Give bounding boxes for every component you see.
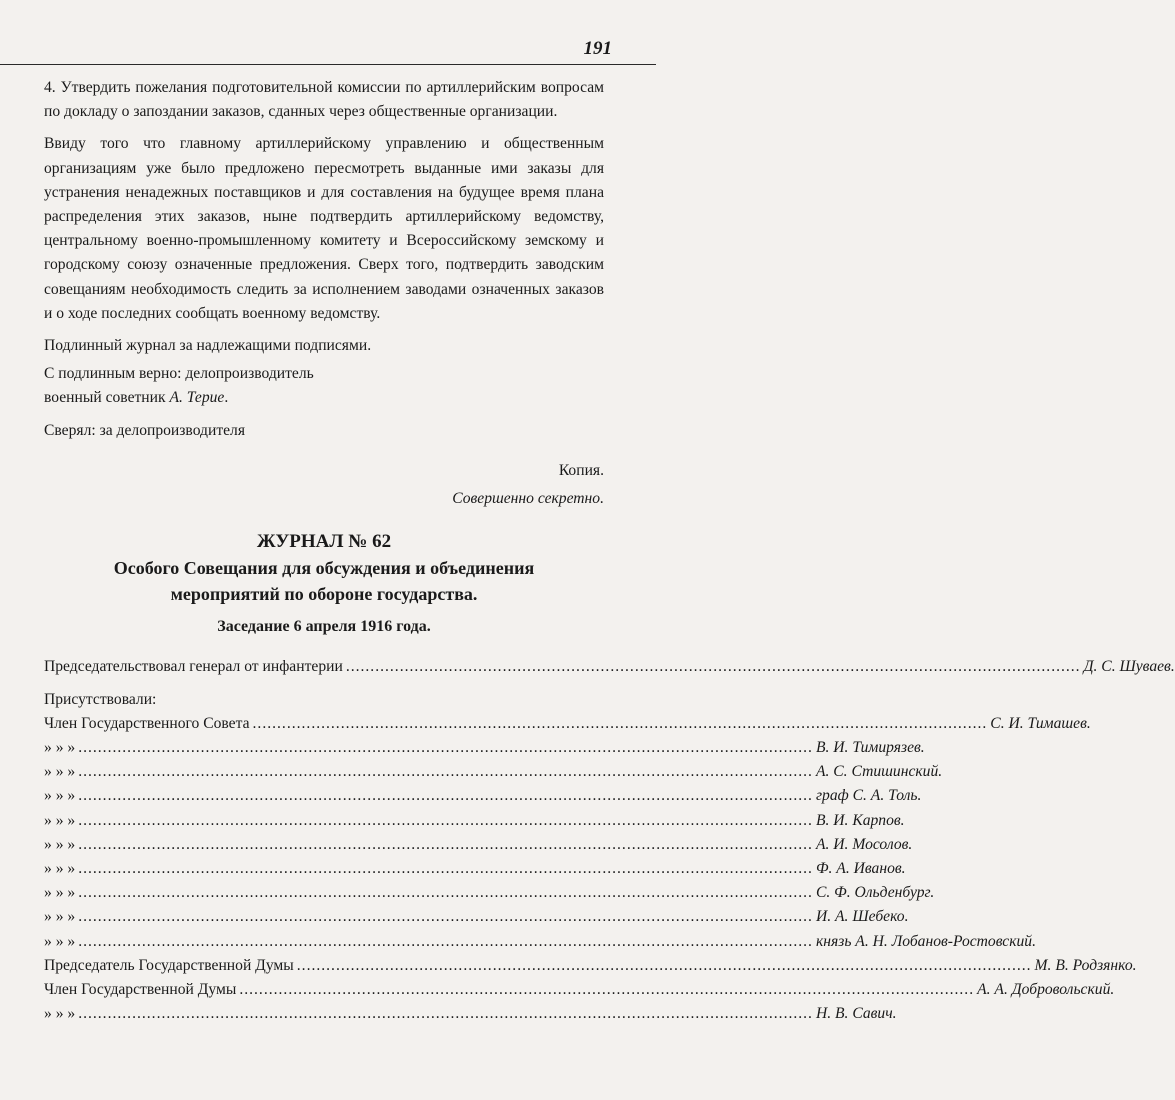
member-label: Член Государственной Думы (44, 981, 237, 999)
certify-prefix: военный советник (44, 389, 170, 407)
member-label: » » » (44, 860, 76, 878)
session-date: Заседание 6 апреля 1916 года. (217, 618, 431, 636)
present-label: Присутствовали: (44, 690, 157, 708)
member-label: » » » (44, 908, 76, 926)
member-name: М. В. Родзянко. (1034, 956, 1137, 974)
journal-title: ЖУРНАЛ № 62 (256, 531, 392, 553)
leader-dots: ...................................................................................................................................................... (78, 908, 813, 926)
member-row (44, 857, 906, 881)
member-label: » » » (44, 763, 76, 781)
member-name: В. И. Тимирязев. (815, 739, 925, 757)
certify-name: А. Терие (169, 389, 225, 407)
member-row (44, 809, 905, 833)
member-row (44, 760, 943, 784)
member-name: С. И. Тимашев. (990, 714, 1091, 732)
leader-dots: ...................................................................................................................................................... (78, 787, 813, 805)
certify-suffix: . (224, 389, 229, 407)
member-row (44, 736, 925, 760)
leader-dots: ...................................................................................................................................................... (78, 811, 813, 829)
member-name: В. И. Карпов. (815, 811, 905, 829)
item-4: 4. Утвердить пожелания подготовительной комиссии по артиллерийским вопросам по докладу о запоздании заказов, сданных через общественные организации. (44, 79, 604, 121)
checked-line: Сверял: за делопроизводителя (44, 421, 246, 439)
member-row (44, 978, 1115, 1002)
member-name: А. С. Стишинский. (815, 763, 943, 781)
leader-dots: ...................................................................................................................................................... (252, 714, 988, 732)
leader-dots: ...................................................................................................................................................... (78, 932, 813, 950)
chair-row (44, 655, 1175, 679)
decision-paragraph: Ввиду того что главному артиллерийскому управлению и общественным организациям уже было предложено пересмотреть выданные ими заказы для устранения ненадежных поставщиков и для составления на будущее время плана распределения этих заказов, ныне подтвердить артиллерийскому ведомству, центральному военно-промышленному комитету и Всероссийскому земскому и городскому союзу означенные предложения. Сверх того, подтвердить заводским совещаниям необходимость следить за исполнением заводами означенных заказов и о ходе последних сообщать военному ведомству. (44, 135, 604, 322)
member-label: Член Государственного Совета (44, 714, 250, 732)
member-name: граф С. А. Толь. (815, 787, 922, 805)
chair-label: Председательствовал генерал от инфантерии (44, 658, 343, 676)
leader-dots: ...................................................................................................................................................... (78, 860, 813, 878)
member-name: князь А. Н. Лобанов-Ростовский. (815, 932, 1036, 950)
member-label: » » » (44, 739, 76, 757)
chair-name: Д. С. Шуваев. (1083, 658, 1175, 676)
member-row (44, 712, 1091, 736)
leader-dots: ...................................................................................................................................................... (78, 884, 813, 902)
leader-dots: ...................................................................................................................................................... (78, 835, 813, 853)
member-name: И. А. Шебеко. (815, 908, 909, 926)
member-name: А. И. Мосолов. (815, 835, 913, 853)
member-row (44, 784, 922, 808)
leader-dots: ...................................................................................................................................................... (239, 981, 975, 999)
member-name: Ф. А. Иванов. (815, 860, 906, 878)
original-note: Подлинный журнал за надлежащими подписями. (44, 337, 372, 355)
certify-line-1: С подлинным верно: делопроизводитель (44, 365, 314, 383)
leader-dots: ...................................................................................................................................................... (296, 956, 1032, 974)
member-name: Н. В. Савич. (815, 1005, 897, 1023)
member-name: А. А. Добровольский. (977, 981, 1115, 999)
member-label: » » » (44, 1005, 76, 1023)
journal-subtitle-line-2: мероприятий по обороне государства. (170, 584, 478, 605)
certify-line-2 (44, 386, 604, 410)
leader-dots: ...................................................................................................................................................... (78, 1005, 813, 1023)
copy-mark: Копия. (558, 461, 604, 479)
member-row (44, 833, 913, 857)
member-row (44, 1002, 897, 1026)
member-label: » » » (44, 811, 76, 829)
leader-dots: ...................................................................................................................................................... (78, 739, 813, 757)
member-name: С. Ф. Ольденбург. (815, 884, 935, 902)
member-row (44, 905, 909, 929)
member-label: » » » (44, 787, 76, 805)
member-label: » » » (44, 835, 76, 853)
member-label: Председатель Государственной Думы (44, 956, 294, 974)
member-row (44, 930, 1036, 954)
page-number: 191 (583, 38, 612, 59)
leader-dots: ...................................................................................................................................................... (345, 658, 1081, 676)
journal-subtitle-line-1: Особого Совещания для обсуждения и объединения (113, 558, 535, 579)
page-content (44, 76, 1175, 1027)
running-head (0, 0, 656, 65)
member-row (44, 954, 1137, 978)
secret-mark: Совершенно секретно. (452, 490, 604, 508)
member-row (44, 881, 935, 905)
members-list (44, 712, 1137, 1027)
member-label: » » » (44, 884, 76, 902)
leader-dots: ...................................................................................................................................................... (78, 763, 813, 781)
member-label: » » » (44, 932, 76, 950)
